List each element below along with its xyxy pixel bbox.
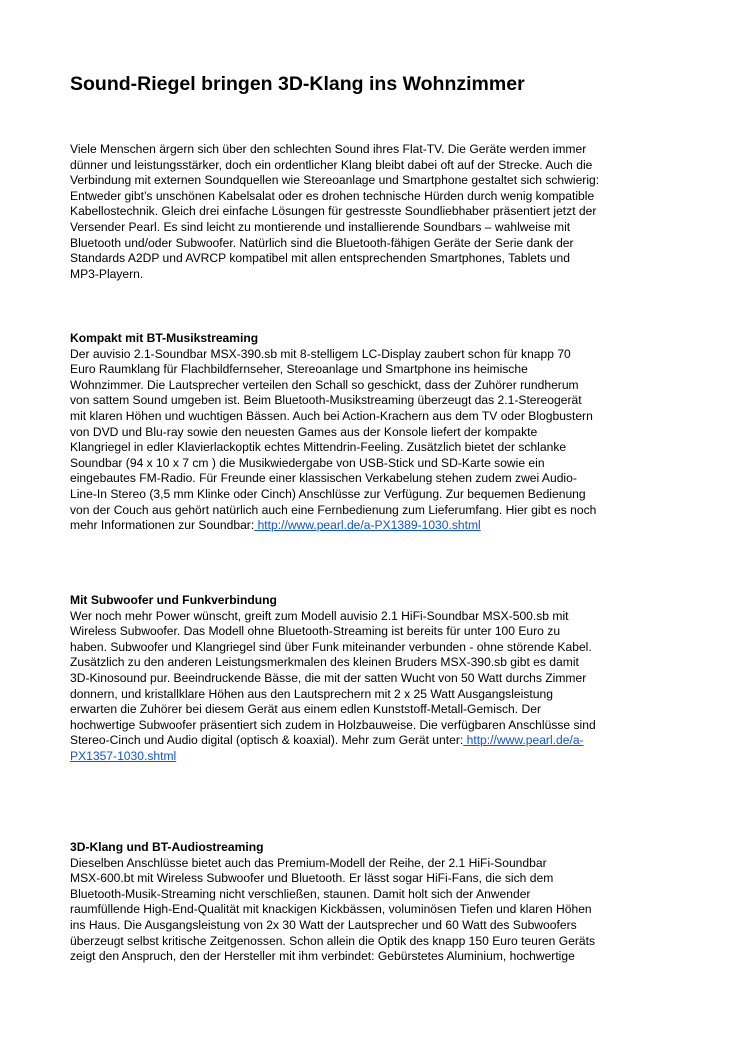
text-line: Euro Raumklang für Flachbildfernseher, Stereoanlage und Smartphone ins heimische (70, 362, 528, 377)
section-heading: 3D-Klang und BT-Audiostreaming (70, 840, 264, 854)
text-line: Wohnzimmer. Die Lautsprecher verteilen den Schall so geschickt, dass der Zuhörer rundherum (70, 377, 579, 392)
text-line: Line-In Stereo (3,5 mm Klinke oder Cinch) Anschlüsse zur Verfügung. Zur bequemen Bedienung (70, 486, 586, 501)
section-3d-klang (70, 840, 690, 965)
text-line: MP3-Playern. (70, 266, 144, 281)
text-line: Verbindung mit externen Soundquellen wie Stereoanlage und Smartphone gestaltet sich schwierig: (70, 173, 600, 188)
soundbar-msx390-link[interactable]: http://www.pearl.de/a-PX1389-1030.shtml (254, 518, 481, 533)
text-line-with-link (70, 518, 690, 534)
text-line: hochwertige Subwoofer präsentiert sich zudem in Holzbauweise. Die verfügbaren Anschlüsse sind (70, 717, 596, 732)
text-line: Standards A2DP und AVRCP kompatibel mit allen entsprechenden Smartphones, Tablets und (70, 251, 570, 266)
text-line: Zusätzlich zu den anderen Leistungsmerkmalen des kleinen Bruders MSX-390.sb gibt es damit (70, 655, 579, 670)
text-line: Bluetooth und/oder Subwoofer. Natürlich sind die Bluetooth-fähigen Geräte der Serie dank der (70, 235, 574, 250)
text-line: überzeugt selbst kritische Zeitgenossen. Schon allein die Optik des knapp 150 Euro teuren Geräts (70, 933, 596, 948)
text-line: von sattem Sound umgeben ist. Beim Bluetooth-Musikstreaming überzeugt das 2.1-Stereogerät (70, 393, 582, 408)
text-line: Dieselben Anschlüsse bietet auch das Premium-Modell der Reihe, der 2.1 HiFi-Soundbar (70, 855, 547, 870)
section-heading: Mit Subwoofer und Funkverbindung (70, 593, 277, 607)
text-line: raumfüllende High-End-Qualität mit knackigen Kickbässen, voluminösen Tiefen und klaren Höhen (70, 902, 592, 917)
text-line: Entweder gibt’s unschönen Kabelsalat oder es drohen technische Hürden durch wenig kompatible (70, 188, 595, 203)
text-line: Soundbar (94 x 10 x 7 cm ) die Musikwiedergabe von USB-Stick und SD-Karte sowie ein (70, 455, 545, 470)
text-line-with-link (70, 733, 690, 749)
intro-paragraph (70, 142, 690, 282)
text-line: erwarten die Zuhörer bei diesem Gerät aus einem edlen Kunststoff-Metall-Gemisch. Der (70, 702, 541, 717)
text-line: Klangriegel in edler Klavierlackoptik echtes Mittendrin-Feeling. Zusätzlich bietet der schlanke (70, 440, 567, 455)
text-line: zeigt den Anspruch, den der Hersteller mit ihm verbindet: Gebürstetes Aluminium, hochwertige (70, 949, 575, 964)
text-line: Versender Pearl. Es sind leicht zu montierende und installierende Soundbars – wahlweise mit (70, 219, 571, 234)
text-line: ins Haus. Die Ausgangsleistung von 2x 30 Watt der Lautsprecher und 60 Watt des Subwoofers (70, 917, 577, 932)
section-subwoofer (70, 593, 690, 765)
text-line: Viele Menschen ärgern sich über den schlechten Sound ihres Flat-TV. Die Geräte werden immer (70, 142, 587, 156)
section-kompakt (70, 331, 690, 534)
text-line: mit klaren Höhen und wuchtigen Bässen. Auch bei Action-Krachern aus dem TV oder Blogbustern (70, 408, 593, 423)
page-title: Sound-Riegel bringen 3D-Klang ins Wohnzimmer (70, 73, 525, 95)
text-line: von DVD und Blu-ray sowie den neuesten Games aus der Konsole liefert der kompakte (70, 424, 538, 439)
soundbar-msx500-link[interactable]: http://www.pearl.de/a- (463, 733, 584, 748)
text-line: Der auvisio 2.1-Soundbar MSX-390.sb mit 8-stelligem LC-Display zaubert schon für knapp 70 (70, 346, 571, 361)
link-lead-text: Stereo-Cinch und Audio digital (optisch & koaxial). Mehr zum Gerät unter: (70, 733, 464, 748)
text-line: Wer noch mehr Power wünscht, greift zum Modell auvisio 2.1 HiFi-Soundbar MSX-500.sb mit (70, 608, 569, 623)
soundbar-msx500-link-continuation[interactable]: PX1357-1030.shtml (70, 748, 177, 763)
text-line: MSX-600.bt mit Wireless Subwoofer und Bluetooth. Er lässt sogar HiFi-Fans, die sich dem (70, 871, 554, 886)
text-line: dünner und leistungsstärker, doch ein ordentlicher Klang bleibt dabei oft auf der Strecke. Auch die (70, 157, 593, 172)
text-line: eingebautes FM-Radio. Für Freunde einer klassischen Verkabelung stehen zudem zwei Audio- (70, 471, 577, 486)
text-line: haben. Subwoofer und Klangriegel sind über Funk miteinander verbunden - ohne störende Kabel. (70, 639, 592, 654)
text-line: Bluetooth-Musik-Streaming nicht verschließen, staunen. Damit holt sich der Anwender (70, 886, 531, 901)
text-line: 3D-Kinosound pur. Beeindruckende Bässe, die mit der satten Wucht von 50 Watt durchs Zimmer (70, 670, 587, 685)
section-heading: Kompakt mit BT-Musikstreaming (70, 331, 259, 345)
text-line: Wireless Subwoofer. Das Modell ohne Bluetooth-Streaming ist bereits für unter 100 Euro zu (70, 624, 561, 639)
link-lead-text: mehr Informationen zur Soundbar: (70, 518, 255, 533)
text-line-link-continuation (70, 749, 690, 765)
text-line: Kabellostechnik. Gleich drei einfache Lösungen für gestresste Soundliebhaber präsentiert jetzt der (70, 204, 597, 219)
text-line: von der Couch aus gehört natürlich auch eine Fernbedienung zum Lieferumfang. Hier gibt es noch (70, 502, 597, 517)
text-line: donnern, und kristallklare Höhen aus den Lautsprechern mit 2 x 25 Watt Ausgangsleistung (70, 686, 553, 701)
